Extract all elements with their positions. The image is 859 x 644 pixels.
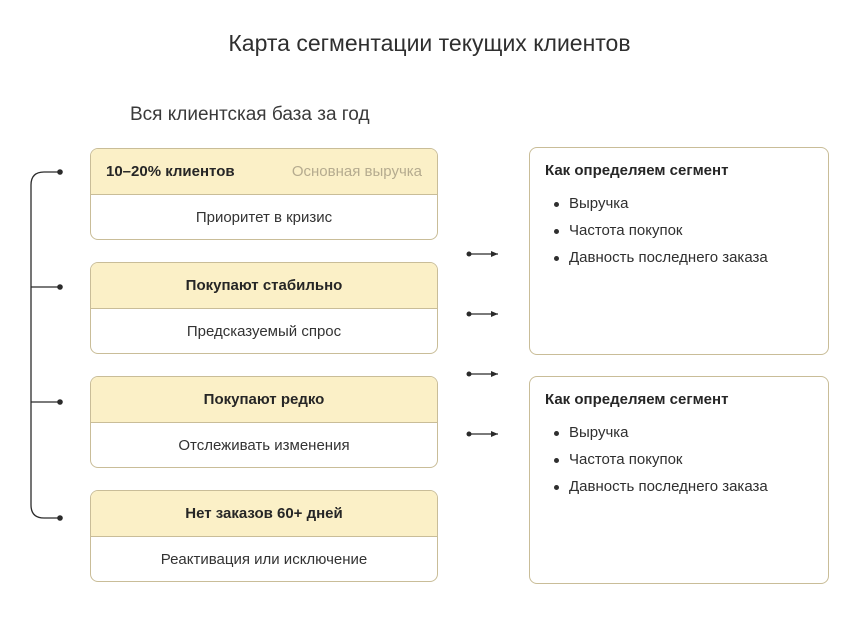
arrow-2 [467,312,499,317]
segment-title: 10–20% клиентов [106,163,235,180]
criteria-panel-2 [529,376,829,584]
segment-note: Основная выручка [291,163,422,180]
list-item: Давность последнего заказа [545,249,813,276]
arrow-3 [467,372,499,377]
segment-card-rare [90,376,438,468]
diagram-title: Карта сегментации текущих клиентов [228,30,631,56]
segment-description: Предсказуемый спрос [186,323,342,340]
segment-card-stable [90,262,438,354]
diagram-subtitle: Вся клиентская база за год [130,104,370,125]
list-item: Выручка [545,424,813,451]
bullet-icon [554,256,559,261]
segment-title: Нет заказов 60+ дней [91,491,437,537]
panel-title: Как определяем сегмент [545,391,729,408]
segment-description: Приоритет в кризис [195,209,333,226]
segment-card-header [91,149,437,195]
segment-bracket [31,172,60,518]
criteria-list [545,195,813,276]
arrow-1 [467,252,499,257]
segment-title: Покупают редко [91,377,437,423]
segment-card-top-clients [90,148,438,240]
criteria-list [545,424,813,505]
list-item: Частота покупок [545,222,813,249]
bullet-icon [554,485,559,490]
list-item: Давность последнего заказа [545,478,813,505]
list-item: Выручка [545,195,813,222]
bullet-icon [554,458,559,463]
bullet-icon [554,202,559,207]
bullet-icon [554,229,559,234]
list-item: Частота покупок [545,451,813,478]
bracket-dot-4 [57,515,63,521]
criteria-panel-1 [529,147,829,355]
bullet-icon [554,431,559,436]
bracket-dot-3 [57,399,63,405]
segment-description: Отслеживать изменения [178,437,350,454]
bracket-dot-2 [57,284,63,290]
panel-title: Как определяем сегмент [545,162,729,179]
bracket-dot-1 [57,169,63,175]
segment-title: Покупают стабильно [91,263,437,309]
arrow-4 [467,432,499,437]
segment-card-inactive [90,490,438,582]
segment-description: Реактивация или исключение [160,551,368,568]
